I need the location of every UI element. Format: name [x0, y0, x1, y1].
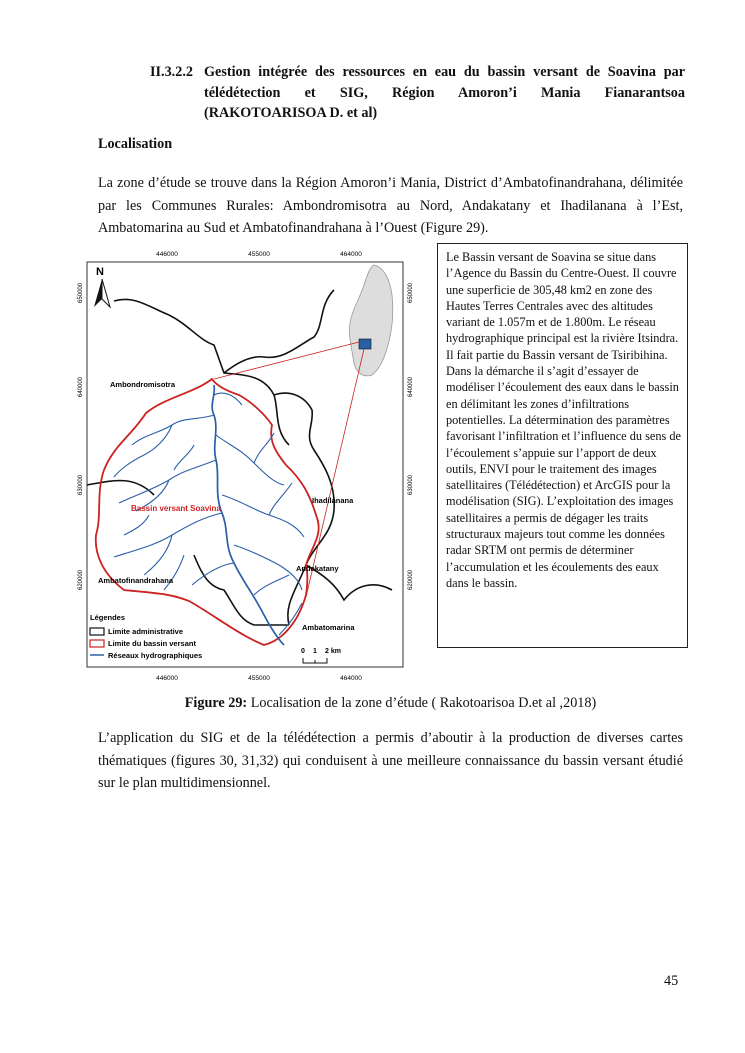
figure-caption — [98, 695, 683, 712]
study-area-map — [74, 245, 416, 685]
label-ambatofinandrahana: Ambatofinandrahana — [98, 576, 174, 585]
section-number: II.3.2.2 — [150, 64, 193, 80]
bottom-tick-2: 455000 — [248, 675, 270, 682]
label-bassin-soavina: Bassin versant Soavina — [131, 504, 221, 513]
description-paragraph-2: Dans la démarche il s’agit d’essayer de modéliser l’écoulement des eaux dans le bassin en délimitant les zones d’infiltrations potentielles. La détermination des paramètres favorisant l’infiltration et l’influence du sens de l’écoulement s’appuie sur l’apport de deux outils, ENVI pour le traitement des images satellitaires (Télédétection) et ArcGIS pour la modélisation (SIG). L’exploitation des images satellitaires a permis de dégager les traits structuraux majeurs tout comme les données radar SRTM ont permis de déterminer l’accumulation et les écoulements des eaux dans le bassin. — [446, 364, 681, 590]
figure-label: Figure 29: — [184, 695, 248, 711]
label-andakatany: Andakatany — [296, 564, 339, 573]
label-ihadilanana: Ihadilanana — [312, 496, 354, 505]
section-title: Gestion intégrée des ressources en eau du bassin versant de Soavina par télédétection et SIG, Région Amoron’i Mania Fianarantsoa (RAKOTOARISOA D. et al) — [204, 64, 685, 121]
right-tick-1: 650000 — [408, 282, 414, 304]
legend-title: Légendes — [90, 613, 126, 622]
label-ambondromisotra: Ambondromisotra — [110, 380, 176, 389]
section-heading — [150, 62, 685, 124]
description-paragraph-1: Le Bassin versant de Soavina se situe dans l’Agence du Bassin du Centre-Ouest. Il couvre une superficie de 305,48 km2 en zone des Hautes Terres Centrales avec des altitudes variant de 1.057m et de 1.800m. Le réseau hydrographique principal est la rivière Itsindra. Il fait partie du Bassin versant de Tsiribihina. — [446, 250, 679, 362]
legend-basin: Limite du bassin versant — [108, 639, 196, 648]
legend-river: Réseaux hydrographiques — [108, 651, 203, 660]
closing-paragraph: L’application du SIG et de la télédétection a permis d’aboutir à la production de diverses cartes thématiques (figures 30, 31,32) qui conduisent à une meilleure connaissance du bassin versant étudié sur le plan multidimensionnel. — [98, 730, 683, 791]
left-tick-2: 640000 — [78, 376, 84, 398]
legend-admin: Limite administrative — [108, 627, 184, 636]
left-tick-1: 650000 — [78, 282, 84, 304]
top-tick-1: 446000 — [156, 251, 178, 258]
localisation-paragraph: La zone d’étude se trouve dans la Région Amoron’i Mania, District d’Ambatofinandrahana, délimitée par les Communes Rurales: Ambondromisotra au Nord, Andakatany et Ihadilanana à l’Est, Ambatomarina au Sud et Ambatofinandrahana à l’Ouest (Figure 29). — [98, 175, 683, 236]
scale-0: 0 — [301, 648, 305, 655]
study-area-marker — [359, 339, 371, 349]
bottom-tick-3: 464000 — [340, 675, 362, 682]
description-box — [437, 243, 688, 648]
right-tick-4: 620000 — [408, 569, 414, 591]
top-tick-2: 455000 — [248, 251, 270, 258]
left-tick-4: 620000 — [78, 569, 84, 591]
bottom-tick-1: 446000 — [156, 675, 178, 682]
localisation-heading: Localisation — [98, 136, 173, 152]
left-tick-3: 630000 — [78, 474, 84, 496]
right-tick-3: 630000 — [408, 474, 414, 496]
scale-2: 2 km — [325, 648, 341, 655]
north-label: N — [96, 266, 104, 278]
top-tick-3: 464000 — [340, 251, 362, 258]
right-tick-2: 640000 — [408, 376, 414, 398]
scale-1: 1 — [313, 648, 317, 655]
page-number: 45 — [664, 973, 679, 989]
label-ambatomarina: Ambatomarina — [302, 623, 355, 632]
figure-caption-text: Localisation de la zone d’étude ( Rakotoarisoa D.et al ,2018) — [250, 695, 597, 711]
